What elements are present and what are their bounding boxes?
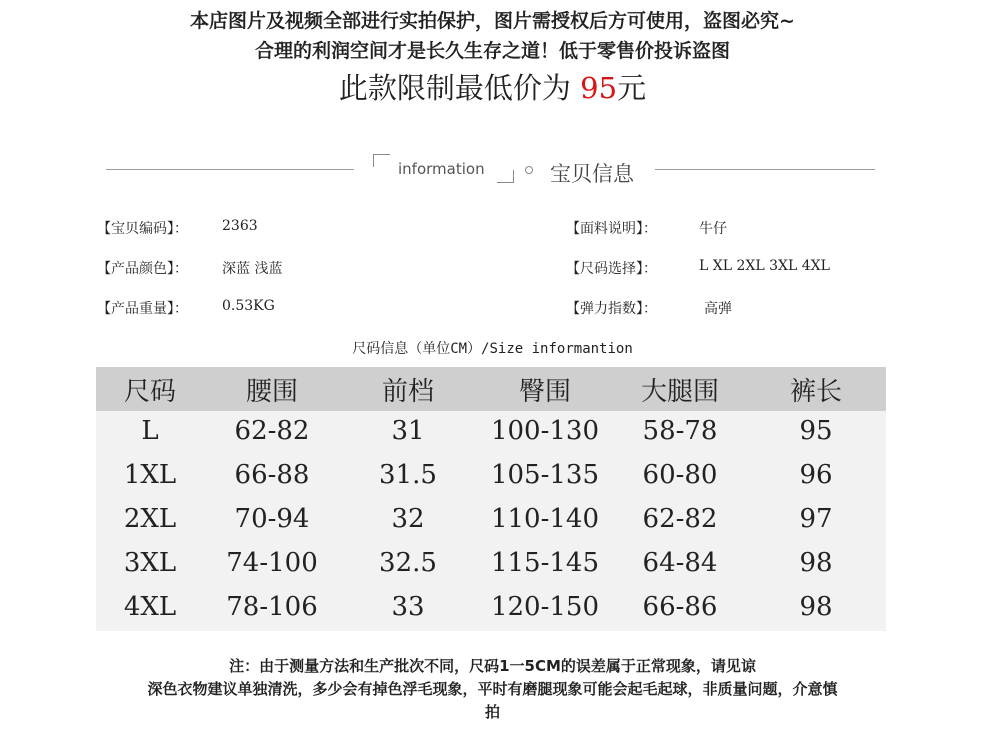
header-size: 尺码 (123, 377, 177, 407)
price-suffix: 元 (617, 71, 647, 105)
cell-front-rise: 31.5 (379, 460, 437, 490)
cell-hip: 110-140 (490, 504, 600, 534)
attr-code-value: 2363 (222, 218, 258, 234)
cell-size: 3XL (123, 548, 177, 578)
attr-elastic-label: 【弹力指数】： (566, 301, 657, 317)
cell-hip: 105-135 (490, 460, 600, 490)
header-thigh: 大腿围 (640, 377, 720, 407)
attr-sizes-label: 【尺码选择】： (566, 261, 657, 277)
copyright-notice: 本店图片及视频全部进行实拍保护，图片需授权后方可使用，盗图必究~ (190, 10, 795, 32)
washing-note-end: 拍 (484, 703, 500, 721)
cell-thigh: 60-80 (642, 460, 718, 490)
header-front-rise: 前档 (381, 377, 435, 407)
cell-size: L (141, 416, 159, 446)
cell-length: 96 (799, 460, 833, 490)
divider-left (106, 169, 354, 170)
cell-length: 95 (799, 416, 833, 446)
header-waist: 腰围 (245, 377, 299, 407)
attr-fabric-label: 【面料说明】： (566, 221, 657, 237)
size-table-caption: 尺码信息（单位CM）/Size informantion (352, 341, 633, 357)
measurement-note: 注：由于测量方法和生产批次不同，尺码1一5CM的误差属于正常现象，请见谅 (229, 657, 756, 675)
cell-front-rise: 33 (391, 592, 425, 622)
cell-thigh: 58-78 (642, 416, 718, 446)
attr-weight-label: 【产品重量】： (97, 301, 188, 317)
pricing-notice: 合理的利润空间才是长久生存之道！低于零售价投诉盗图 (254, 40, 730, 62)
minimum-price (0, 66, 985, 107)
attr-weight-value: 0.53KG (222, 298, 275, 314)
bracket-bottom-right-decoration (497, 170, 514, 183)
cell-front-rise: 31 (391, 416, 425, 446)
header-length: 裤长 (789, 377, 843, 407)
cell-waist: 74-100 (226, 548, 318, 578)
attr-sizes-value: L XL 2XL 3XL 4XL (699, 258, 830, 274)
cell-size: 4XL (123, 592, 177, 622)
attr-color-label: 【产品颜色】： (97, 261, 188, 277)
cell-size: 1XL (123, 460, 177, 490)
cell-hip: 120-150 (490, 592, 600, 622)
cell-length: 98 (799, 592, 833, 622)
price-prefix: 此款限制最低价为 (338, 71, 571, 105)
cell-length: 97 (799, 504, 833, 534)
cell-front-rise: 32.5 (379, 548, 437, 578)
dot-decoration (525, 166, 533, 174)
header-hip: 臀围 (518, 377, 572, 407)
cell-thigh: 64-84 (642, 548, 718, 578)
cell-waist: 66-88 (234, 460, 310, 490)
attr-code-label: 【宝贝编码】： (97, 221, 188, 237)
section-title-cn: 宝贝信息 (550, 162, 634, 186)
cell-front-rise: 32 (391, 504, 425, 534)
cell-waist: 78-106 (226, 592, 318, 622)
cell-thigh: 66-86 (642, 592, 718, 622)
bracket-top-left-decoration (373, 154, 390, 167)
divider-right (655, 169, 875, 170)
attr-elastic-value: 高弹 (704, 301, 732, 317)
cell-thigh: 62-82 (642, 504, 718, 534)
section-title-en: information (398, 160, 485, 178)
attr-color-value: 深蓝 浅蓝 (222, 261, 283, 277)
price-value: 95 (580, 71, 618, 105)
cell-waist: 62-82 (234, 416, 310, 446)
attr-fabric-value: 牛仔 (699, 221, 727, 237)
cell-size: 2XL (123, 504, 177, 534)
cell-waist: 70-94 (234, 504, 310, 534)
cell-length: 98 (799, 548, 833, 578)
size-table-header (96, 367, 886, 411)
cell-hip: 100-130 (490, 416, 600, 446)
cell-hip: 115-145 (490, 548, 600, 578)
size-table (96, 367, 886, 631)
washing-note: 深色衣物建议单独清洗，多少会有掉色浮毛现象，平时有磨腿现象可能会起毛起球，非质量问题，介意慎 (147, 680, 838, 698)
